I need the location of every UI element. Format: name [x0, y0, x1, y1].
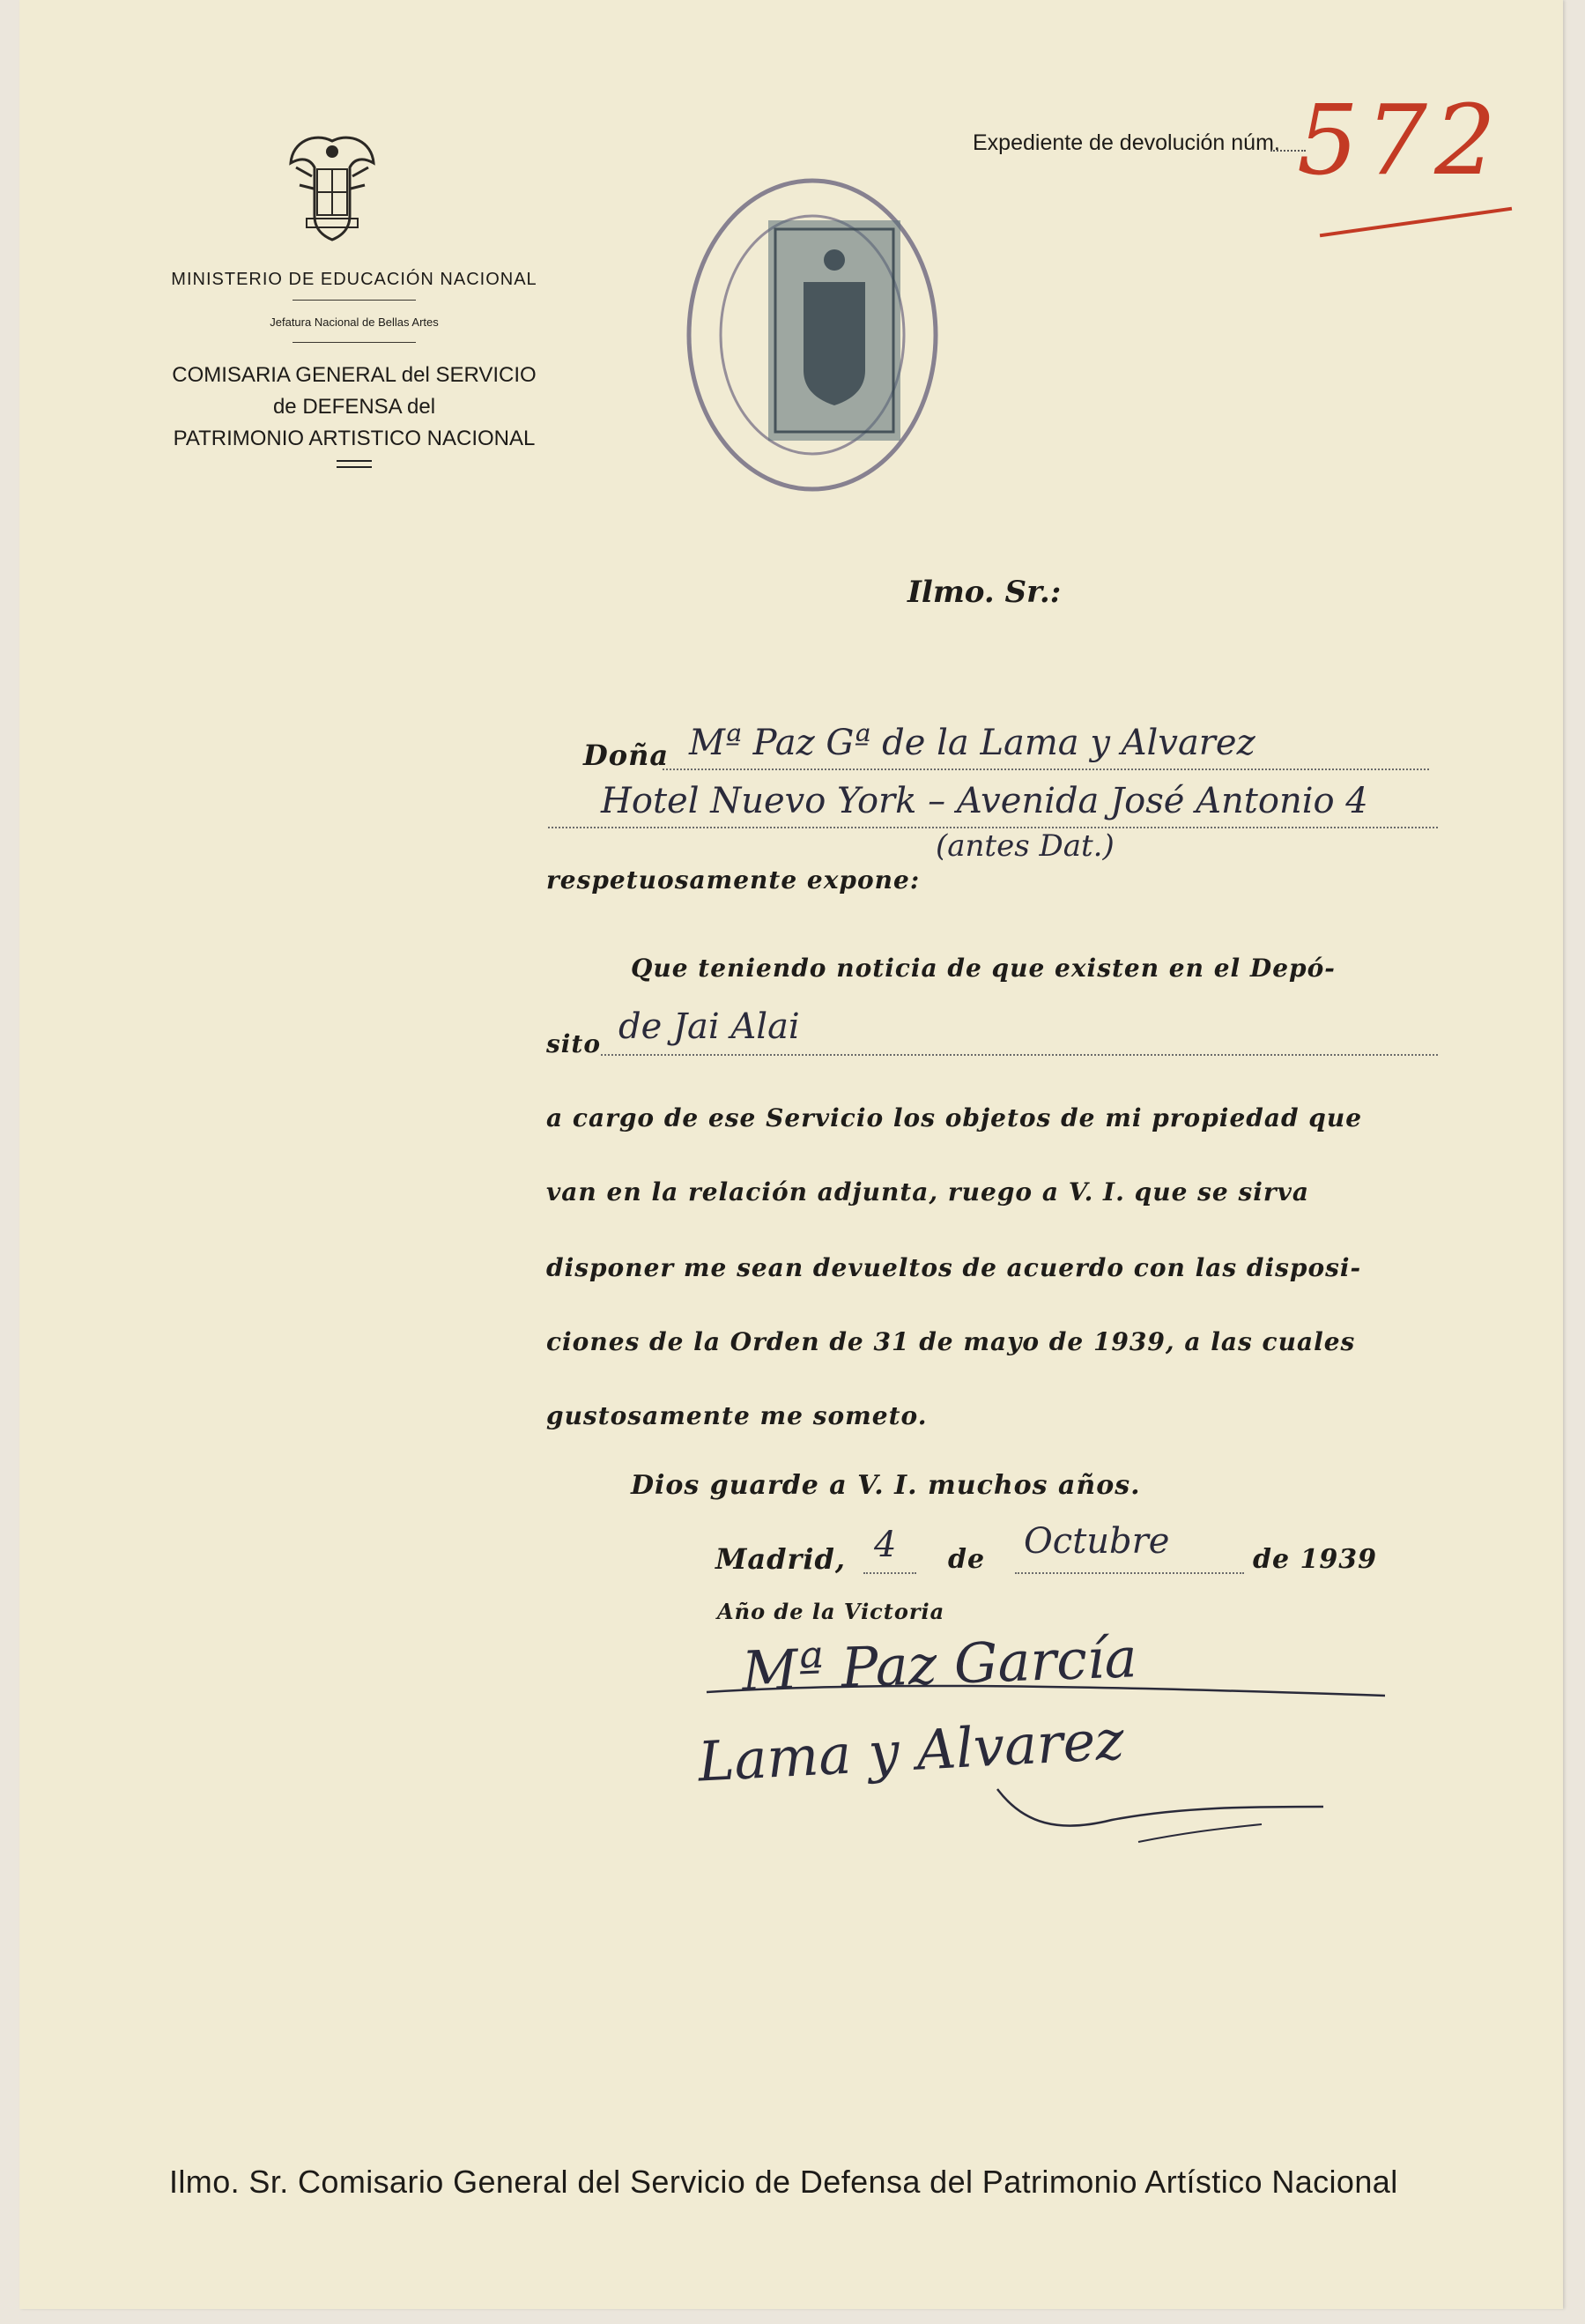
body-line-prefix: sito [546, 1029, 602, 1058]
signature-flourish [689, 1657, 1394, 1868]
expone-text: respetuosamente expone: [546, 865, 921, 895]
date-year: de 1939 [1253, 1544, 1378, 1575]
petitioner-address-note: (antes Dat.) [936, 828, 1115, 864]
petitioner-prefix: Doña [583, 739, 670, 772]
official-stamp [671, 167, 953, 502]
letterhead-comisaria [125, 360, 583, 455]
year-label: Año de la Victoria [717, 1599, 945, 1624]
expediente-label: Expediente de devolución núm. [973, 130, 1280, 155]
letterhead-comisaria-line: COMISARIA GENERAL del SERVICIO [172, 363, 537, 387]
body-line: Que teniendo noticia de que existen en el Depó- [631, 954, 1336, 983]
letterhead-divider [293, 342, 416, 343]
petitioner-name-line [663, 768, 1429, 770]
body-line: van en la relación adjunta, ruego a V. I. que se sirva [546, 1177, 1310, 1207]
letterhead-divider [293, 300, 416, 301]
signature-line: Mª Paz García [740, 1625, 1138, 1704]
letterhead-double-rule [337, 460, 372, 468]
deposit-line [601, 1054, 1438, 1056]
date-day-line [863, 1572, 916, 1574]
letterhead-jefatura: Jefatura Nacional de Bellas Artes [270, 316, 439, 329]
date-month: Octubre [1024, 1521, 1170, 1562]
body-line: gustosamente me someto. [546, 1401, 928, 1430]
date-month-line [1015, 1572, 1244, 1574]
body-line: a cargo de ese Servicio los objetos de mi propiedad que [546, 1103, 1363, 1132]
salutation: Ilmo. Sr.: [907, 575, 1062, 610]
footer-addressee: Ilmo. Sr. Comisario General del Servicio de Defensa del Patrimonio Artístico Nacional [169, 2164, 1398, 2200]
date-de: de [948, 1544, 986, 1575]
deposit-name: de Jai Alai [618, 1006, 800, 1047]
closing-formula: Dios guarde a V. I. muchos años. [631, 1470, 1141, 1501]
document-page [19, 0, 1563, 2309]
date-city: Madrid, [715, 1542, 847, 1576]
expediente-underline [1320, 207, 1512, 238]
date-day: 4 [874, 1525, 897, 1565]
expediente-number: 572 [1297, 84, 1503, 197]
coat-of-arms-icon [284, 132, 381, 247]
letterhead-comisaria-line: de DEFENSA del [272, 395, 436, 419]
body-line: disponer me sean devueltos de acuerdo con las disposi- [546, 1253, 1362, 1282]
letterhead-ministry: MINISTERIO DE EDUCACIÓN NACIONAL [171, 270, 537, 289]
petitioner-address: Hotel Nuevo York – Avenida José Antonio 4 [601, 781, 1368, 821]
body-line: ciones de la Orden de 31 de mayo de 1939, a las cuales [546, 1327, 1356, 1356]
signature-line: Lama y Alvarez [696, 1707, 1126, 1794]
letterhead-comisaria-line: PATRIMONIO ARTISTICO NACIONAL [173, 427, 536, 450]
petitioner-name: Mª Paz Gª de la Lama y Alvarez [689, 723, 1255, 763]
